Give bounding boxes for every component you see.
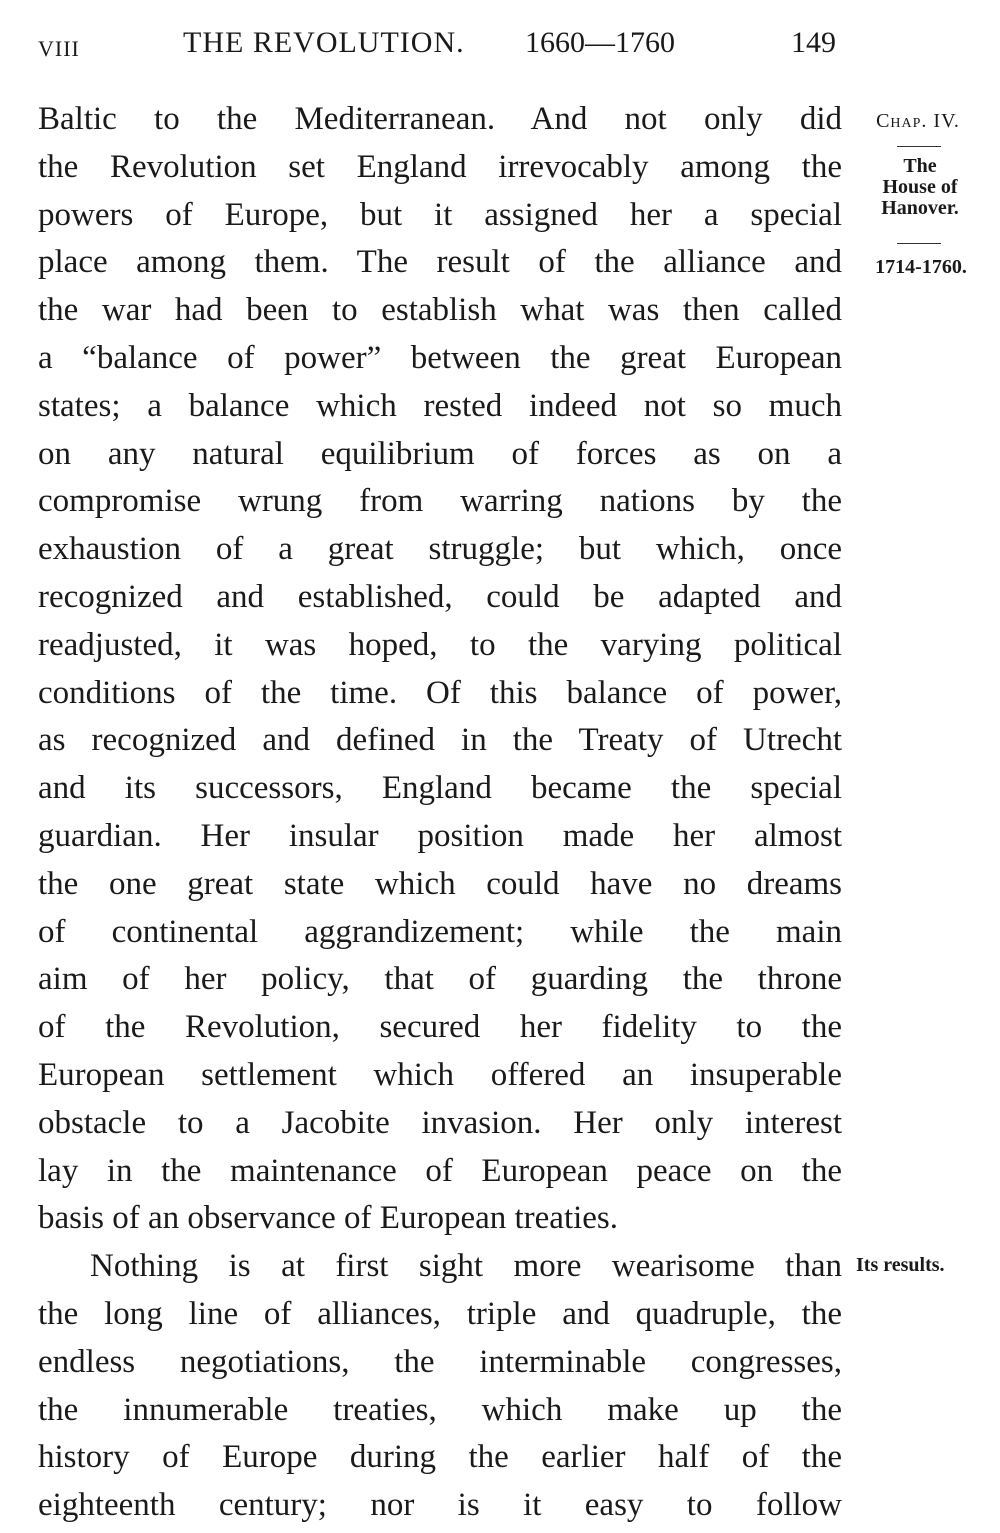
running-dates: 1660—1760 — [525, 26, 675, 59]
body-text — [38, 96, 842, 1530]
text-line: European settlement which offered an insuperable — [38, 1056, 842, 1093]
text-line: the one great state which could have no dreams — [38, 865, 842, 902]
text-line: readjusted, it was hoped, to the varying political — [38, 626, 842, 663]
text-line: a “balance of power” between the great European — [38, 339, 842, 376]
text-line: the long line of alliances, triple and quadruple, the — [38, 1295, 842, 1332]
text-line: guardian. Her insular position made her almost — [38, 817, 842, 854]
text-line: aim of her policy, that of guarding the throne — [38, 961, 842, 998]
text-line: and its successors, England became the special — [38, 770, 842, 807]
paragraph-2 — [38, 1243, 842, 1530]
running-header — [38, 26, 838, 66]
text-line: the war had been to establish what was then called — [38, 292, 842, 329]
text-line: history of Europe during the earlier half of the — [38, 1439, 842, 1476]
text-line: compromise wrung from warring nations by the — [38, 483, 842, 520]
sidenote-results: Its results. — [856, 1254, 945, 1276]
sidenote-house-line: House of — [882, 176, 958, 198]
text-line: of the Revolution, secured her fidelity to the — [38, 1009, 842, 1046]
text-line: as recognized and defined in the Treaty of Utrecht — [38, 722, 842, 759]
text-line: the Revolution set England irrevocably among the — [38, 148, 842, 185]
text-line: Nothing is at first sight more wearisome than — [90, 1248, 842, 1285]
sidenote-rule — [897, 243, 941, 244]
text-line: states; a balance which rested indeed not so much — [38, 387, 842, 424]
text-line: endless negotiations, the interminable congresses, — [38, 1343, 842, 1380]
sidenote-rule — [897, 146, 941, 147]
text-line: recognized and established, could be adapted and — [38, 578, 842, 615]
text-line: powers of Europe, but it assigned her a special — [38, 196, 842, 233]
text-line: Baltic to the Mediterranean. And not only did — [38, 101, 842, 137]
text-line: obstacle to a Jacobite invasion. Her only interest — [38, 1104, 842, 1141]
sidenote-house-line: Hanover. — [881, 197, 959, 219]
text-line: conditions of the time. Of this balance of power, — [38, 674, 842, 711]
sidenote-dates: 1714-1760. — [875, 256, 967, 278]
sidenote-house-line: The — [903, 155, 937, 177]
text-line: lay in the maintenance of European peace on the — [38, 1152, 842, 1189]
sidenote-house-of-hanover — [862, 156, 978, 219]
text-line: exhaustion of a great struggle; but which, once — [38, 531, 842, 568]
text-line: eighteenth century; nor is it easy to follow — [38, 1487, 842, 1524]
sidenote-chapter: Chap. IV. — [876, 110, 960, 132]
paragraph-1 — [38, 96, 842, 1243]
text-line: place among them. The result of the alliance and — [38, 244, 842, 281]
text-line: on any natural equilibrium of forces as on a — [38, 435, 842, 472]
text-line: basis of an observance of European treaties. — [38, 1200, 619, 1237]
text-line: the innumerable treaties, which make up the — [38, 1391, 842, 1428]
text-line: of continental aggrandizement; while the main — [38, 913, 842, 950]
page-number: 149 — [791, 26, 836, 59]
running-title: THE REVOLUTION. — [183, 26, 465, 59]
section-number: VIII — [38, 36, 80, 61]
